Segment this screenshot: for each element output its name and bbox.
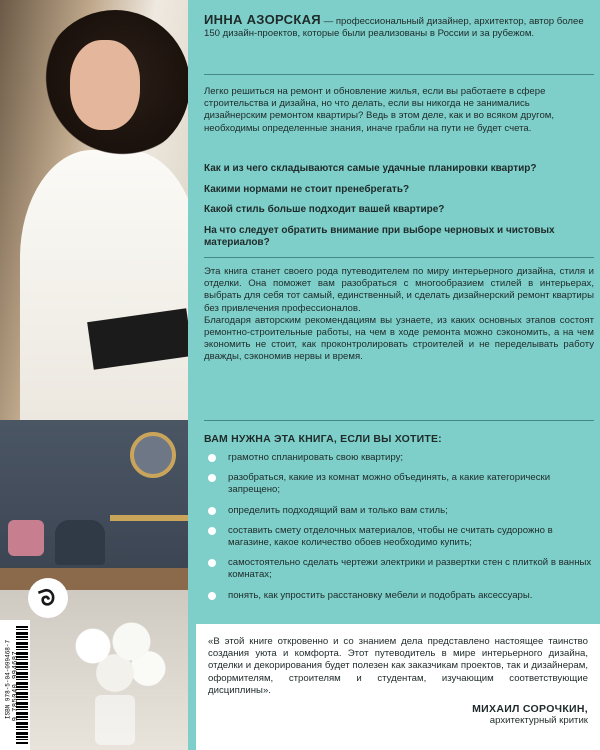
about-paragraph: Благодаря авторским рекомендациям вы узнаете, из каких основных этапов состоят ремонтно-строительные работы, на чем в ходе ремонта можно сэкономить, а на чем экономить не стоит, как проконтролировать строителей и не переделывать работу дважды, сэкономив нервы и время. — [204, 314, 594, 363]
publisher-logo-icon: ᘐ — [28, 578, 68, 618]
bullet-dot-icon — [208, 527, 216, 535]
list-item: составить смету отделочных материалов, чтобы не считать судорожно в магазине, какое количество обоев необходимо купить; — [204, 525, 594, 549]
question-item: Какой стиль больше подходит вашей квартире? — [204, 204, 445, 215]
needs-title: ВАМ НУЖНА ЭТА КНИГА, ЕСЛИ ВЫ ХОТИТЕ: — [204, 433, 442, 445]
bullet-dot-icon — [208, 474, 216, 482]
hydrangea-bouquet — [60, 610, 170, 700]
author-bio — [204, 14, 594, 41]
photo-face-shape — [70, 40, 140, 130]
bullet-dot-icon — [208, 592, 216, 600]
list-item: понять, как упростить расстановку мебели и подобрать аксессуары. — [204, 590, 594, 602]
author-name: ИННА АЗОРСКАЯ — [204, 12, 321, 27]
list-item: самостоятельно сделать чертежи электрики и развертки стен с плиткой в ванных комнатах; — [204, 557, 594, 581]
about-paragraph: Эта книга станет своего рода путеводителем по миру интерьерного дизайна, стиля и отделки. Она поможет вам разобраться с многообразием стилей в интерьерах, выбрать для себя тот самый, единственный, и сделать дизайнерский ремонт квартиры без привлечения профессионалов. — [204, 266, 594, 314]
questions-list — [204, 163, 594, 258]
about-section — [204, 266, 594, 364]
author-bio-text: — профессиональный дизайнер, архитектор, автор более 150 дизайн-проектов, которые были реализованы в России и за рубежом. — [204, 16, 584, 40]
dining-chair — [55, 520, 105, 565]
sunburst-mirror — [130, 432, 176, 478]
question-item: На что следует обратить внимание при выборе черновых и чистовых материалов? — [204, 224, 555, 248]
quote-author-role: архитектурный критик — [489, 715, 588, 727]
list-item: определить подходящий вам и только вам стиль; — [204, 505, 594, 517]
barcode-number: 9 785040 994687 — [12, 650, 20, 722]
question-item: Какими нормами не стоит пренебрегать? — [204, 183, 410, 195]
divider — [204, 420, 594, 421]
list-item: грамотно спланировать свою квартиру; — [204, 452, 594, 464]
intro-paragraph: Легко решиться на ремонт и обновление жилья, если вы работаете в сфере строительства и дизайна, но что делать, если вы никогда не занимались дизайнерским ремонтом квартиры? Ведь в этом деле, как и во всяком другом, необходимы определенные знания, иначе грабли на пути не будет счета. — [204, 86, 555, 134]
isbn-text: ISBN 978-5-04-099468-7 — [4, 639, 12, 720]
divider — [204, 257, 594, 258]
quote-box — [196, 624, 600, 750]
bullet-dot-icon — [208, 454, 216, 462]
divider — [204, 74, 594, 75]
quote-author-name: МИХАИЛ СОРОЧКИН, — [472, 703, 588, 716]
question-item: Как и из чего складываются самые удачные планировки квартир? — [204, 163, 537, 174]
pink-cushion — [8, 520, 44, 556]
quote-text: «В этой книге откровенно и со знанием дела представлено настоящее таинство создания уюта и комфорта. Этот путеводитель в мире интерьерного дизайна, отделки и декорирования будет полезен как заказчикам проектов, так и дизайнерам, оформителям, строителям и студентам, изучающим соответствующие дисциплины». — [208, 636, 588, 696]
glass-vase — [95, 695, 135, 745]
needs-list — [204, 452, 594, 610]
barcode — [0, 620, 30, 750]
bullet-dot-icon — [208, 559, 216, 567]
wood-floor — [0, 568, 188, 590]
list-item: разобраться, какие из комнат можно объединять, а какие категорически запрещено; — [204, 472, 594, 496]
interior-photo-dining — [0, 420, 188, 590]
photo-dress-shape — [20, 150, 188, 420]
console-table — [110, 515, 188, 521]
bullet-dot-icon — [208, 507, 216, 515]
author-photo — [0, 0, 188, 420]
